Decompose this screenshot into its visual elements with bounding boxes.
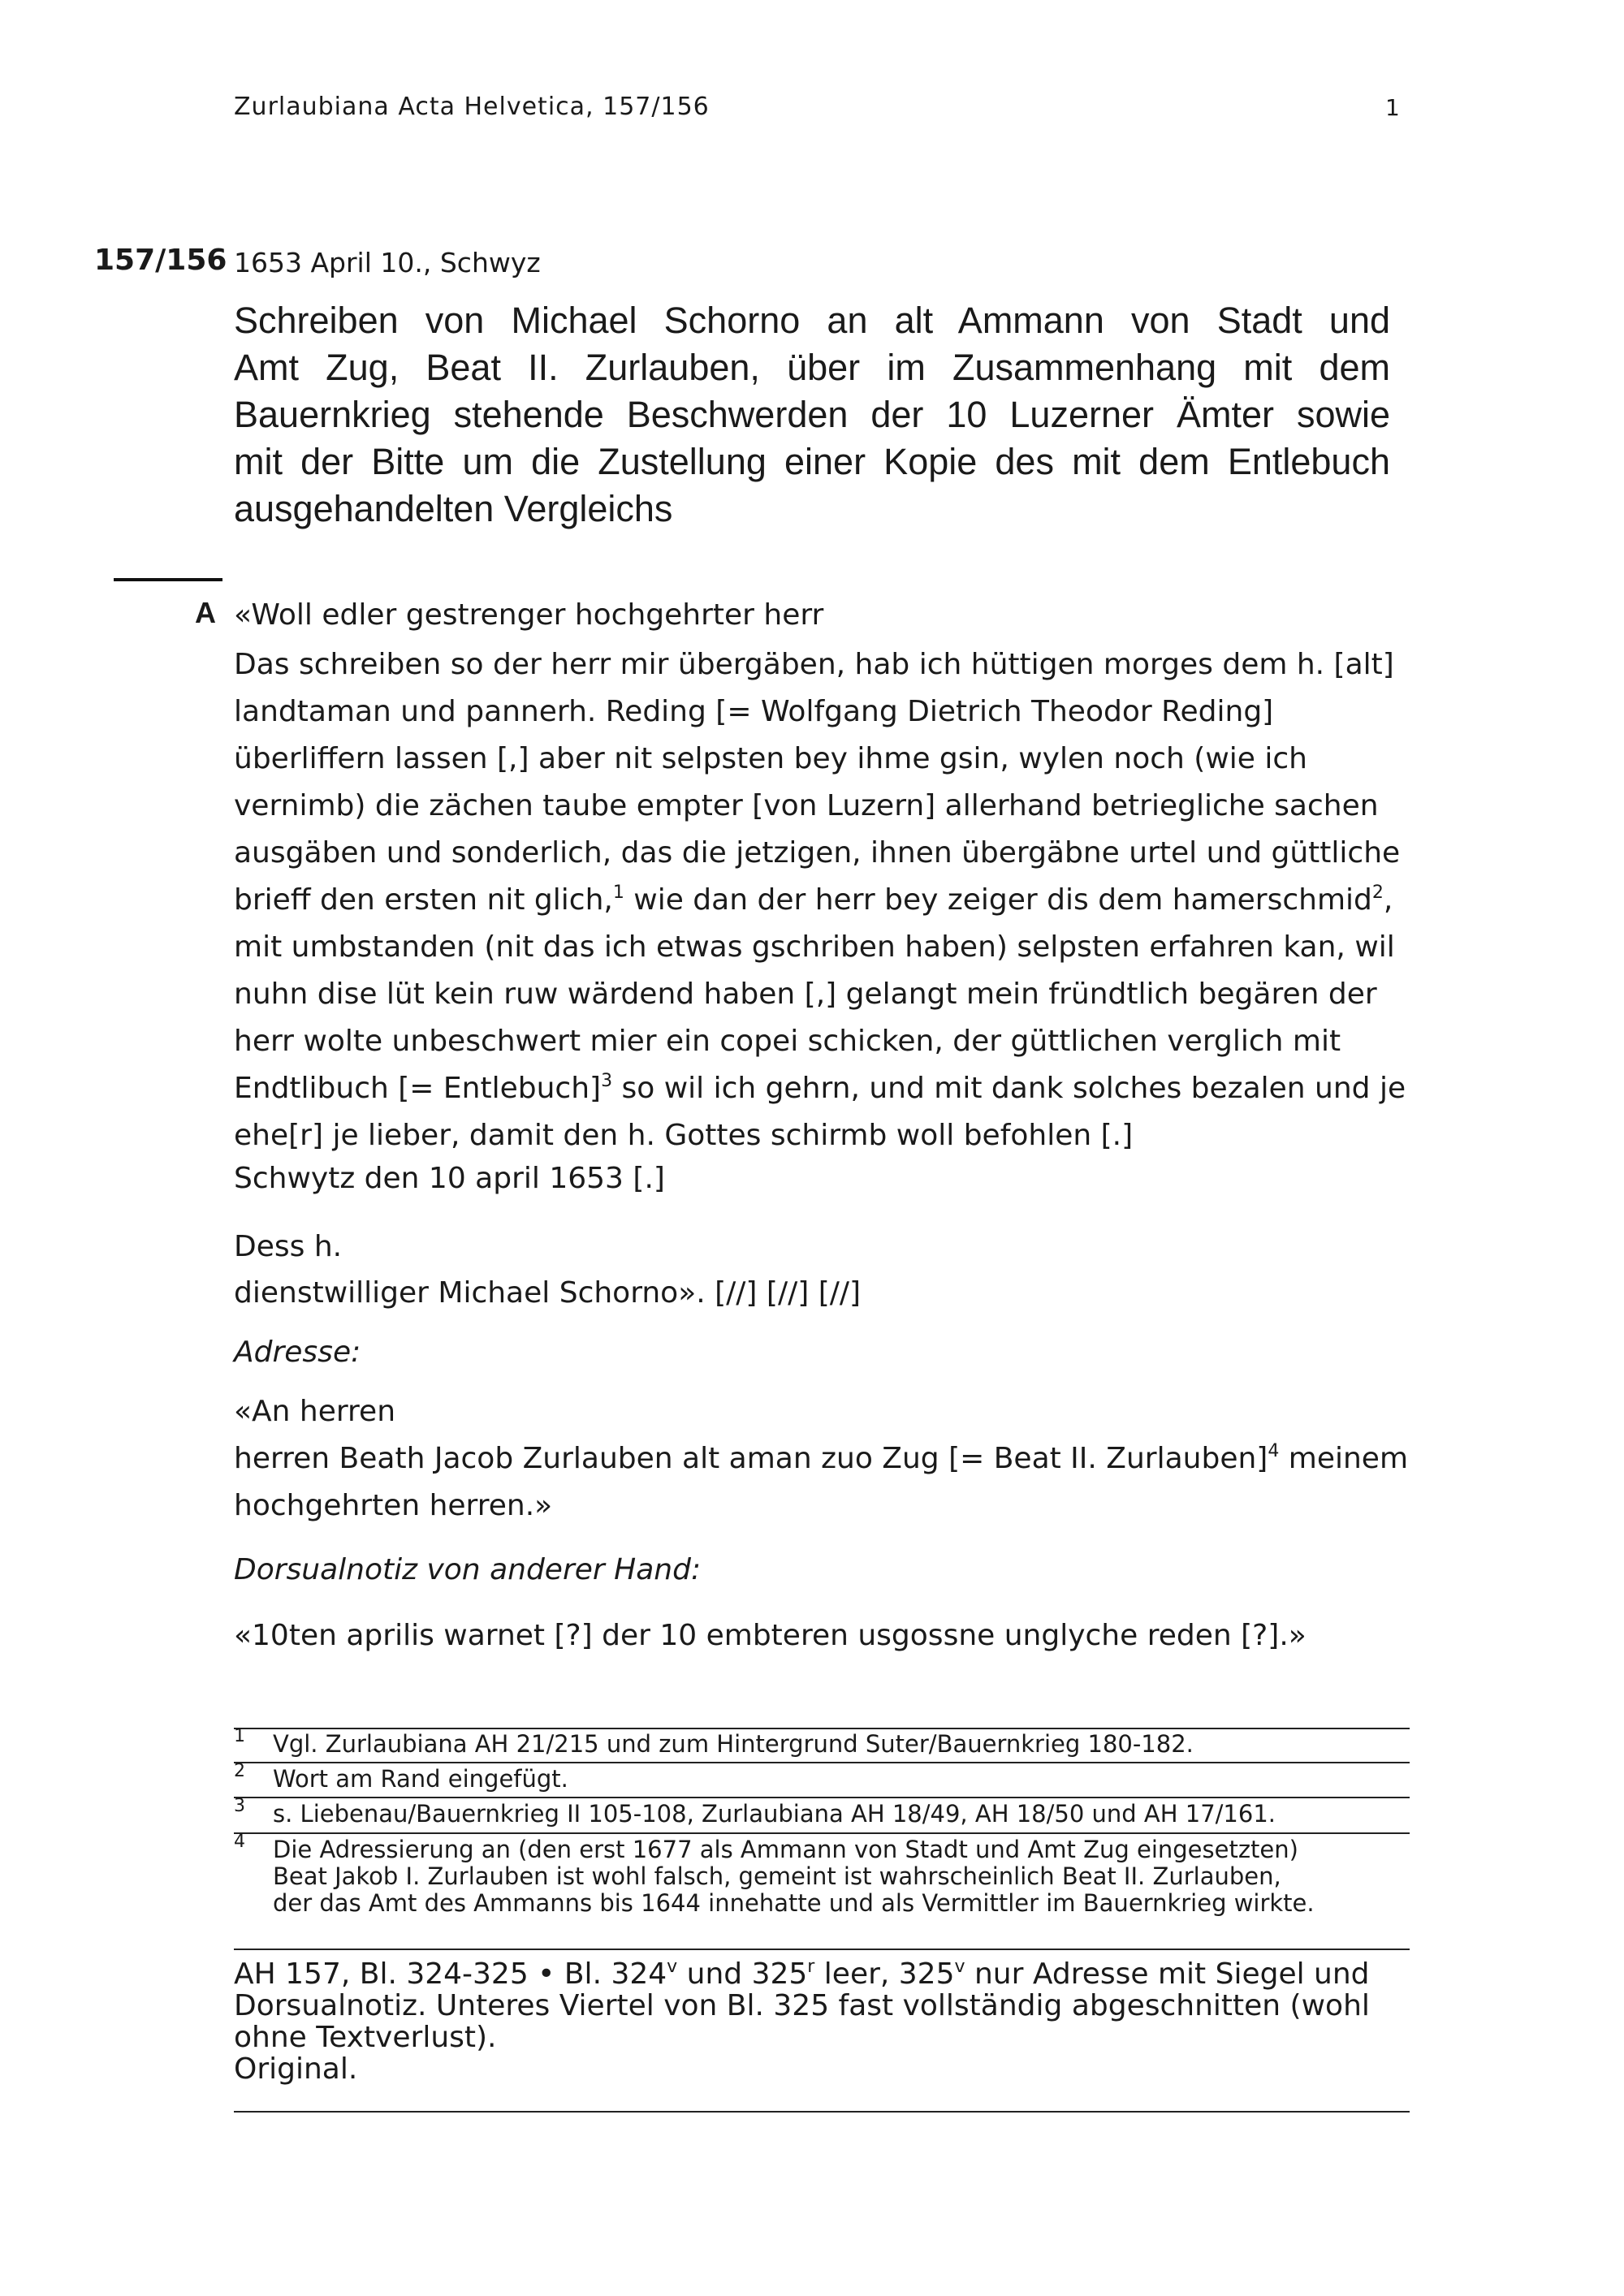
footnote-ref: 4 bbox=[1268, 1441, 1280, 1461]
summary-line: Bauernkrieg stehende Beschwerden der 10 Luzerner Ämter sowie bbox=[234, 394, 1390, 435]
document-date-place: 1653 April 10., Schwyz bbox=[234, 247, 541, 278]
summary-line: Schreiben von Michael Schorno an alt Ammann von Stadt und bbox=[234, 300, 1390, 341]
text-line bbox=[234, 1065, 1406, 1112]
text-segment: Endtlibuch [= Entlebuch] bbox=[234, 1072, 602, 1105]
dorsal-label-text: Dorsualnotiz von anderer Hand: bbox=[234, 1553, 702, 1586]
text-segment: leer, 325 bbox=[814, 1957, 955, 1991]
footnote-line: der das Amt des Ammanns bis 1644 innehatte und als Vermittler im Bauernkrieg wirkte. bbox=[273, 1889, 1315, 1917]
footnote-rule bbox=[234, 1797, 1410, 1798]
text-line: Schwytz den 10 april 1653 [.] bbox=[234, 1162, 665, 1195]
footnote-line: Beat Jakob I. Zurlauben ist wohl falsch, gemeint ist wahrscheinlich Beat II. Zurlauben, bbox=[273, 1862, 1281, 1890]
address-line bbox=[234, 1435, 1409, 1482]
folio-side: v bbox=[954, 1957, 965, 1977]
source-line: ohne Textverlust). bbox=[234, 2021, 497, 2054]
source-note bbox=[234, 1958, 1403, 2085]
page-number: 1 bbox=[1385, 94, 1400, 121]
footnote-rule bbox=[234, 1832, 1410, 1834]
text-line: vernimb) die zächen taube empter [von Luzern] allerhand betriegliche sachen bbox=[234, 789, 1379, 822]
text-line bbox=[234, 877, 1403, 924]
closing-line: dienstwilliger Michael Schorno». [//] [//] [//] bbox=[234, 1276, 862, 1310]
summary-line: mit der Bitte um die Zustellung einer Kopie des mit dem Entlebuch bbox=[234, 441, 1390, 482]
footnote-rule bbox=[234, 1762, 1410, 1763]
dorsal-label bbox=[234, 1547, 1403, 1594]
footnote-ref: 2 bbox=[1371, 883, 1384, 903]
footnote-text: s. Liebenau/Bauernkrieg II 105-108, Zurlaubiana AH 18/49, AH 18/50 und AH 17/161. bbox=[273, 1800, 1276, 1828]
address-label-text: Adresse: bbox=[234, 1336, 361, 1369]
text-segment: und 325 bbox=[677, 1957, 808, 1991]
salutation bbox=[234, 592, 1403, 639]
source-rule bbox=[234, 1949, 1410, 1950]
folio-side: r bbox=[807, 1957, 815, 1977]
text-segment: , bbox=[1383, 883, 1393, 917]
text-line: ausgäben und sonderlich, das die jetzigen, ihnen übergäbne urtel und güttliche bbox=[234, 836, 1401, 870]
bottom-rule bbox=[234, 2111, 1410, 2113]
text-segment: wie dan der herr bey zeiger dis dem hamerschmid bbox=[624, 883, 1372, 917]
text-line: mit umbstanden (nit das ich etwas gschriben haben) selpsten erfahren kan, wil bbox=[234, 930, 1395, 964]
footnote-number: 2 bbox=[234, 1761, 245, 1781]
footnote-number: 1 bbox=[234, 1726, 245, 1746]
text-segment: nur Adresse mit Siegel und bbox=[965, 1957, 1370, 1991]
summary-line: Amt Zug, Beat II. Zurlauben, über im Zusammenhang mit dem bbox=[234, 347, 1390, 388]
footnote-number: 3 bbox=[234, 1796, 245, 1816]
text-segment: AH 157, Bl. 324-325 • Bl. 324 bbox=[234, 1957, 667, 1991]
summary-line: ausgehandelten Vergleichs bbox=[234, 488, 673, 529]
address-line: «An herren bbox=[234, 1395, 396, 1428]
salutation-text: «Woll edler gestrenger hochgehrter herr bbox=[234, 598, 824, 632]
text-segment: herren Beath Jacob Zurlauben alt aman zuo Zug [= Beat II. Zurlauben] bbox=[234, 1442, 1268, 1475]
text-segment: brieff den ersten nit glich, bbox=[234, 883, 613, 917]
footnote-rule bbox=[234, 1728, 1410, 1729]
footnote-text: Vgl. Zurlaubiana AH 21/215 und zum Hintergrund Suter/Bauernkrieg 180-182. bbox=[273, 1730, 1194, 1758]
closing bbox=[234, 1224, 1403, 1316]
footnote-ref: 3 bbox=[601, 1071, 613, 1091]
source-line bbox=[234, 1958, 1403, 1990]
text-segment: so wil ich gehrn, und mit dank solches bezalen und je bbox=[612, 1072, 1406, 1105]
text-line: landtaman und pannerh. Reding [= Wolfgang Dietrich Theodor Reding] bbox=[234, 695, 1274, 728]
document-summary bbox=[234, 297, 1390, 533]
dorsal-text: «10ten aprilis warnet [?] der 10 embteren usgossne unglyche reden [?].» bbox=[234, 1619, 1307, 1652]
text-line: überliffern lassen [,] aber nit selpsten bey ihme gsin, wylen noch (wie ich bbox=[234, 742, 1307, 775]
dorsal-note bbox=[234, 1612, 1403, 1659]
text-line: nuhn dise lüt kein ruw wärdend haben [,] gelangt mein fründtlich begären der bbox=[234, 978, 1377, 1011]
footnote-ref: 1 bbox=[612, 883, 624, 903]
footnote-number: 4 bbox=[234, 1832, 245, 1852]
footnote-line: Die Adressierung an (den erst 1677 als Ammann von Stadt und Amt Zug eingesetzten) bbox=[273, 1836, 1298, 1863]
footnote-text: Wort am Rand eingefügt. bbox=[273, 1765, 568, 1793]
version-mark: A bbox=[195, 596, 216, 629]
folio-side: v bbox=[667, 1957, 678, 1977]
source-line: Dorsualnotiz. Unteres Viertel von Bl. 325 fast vollständig abgeschnitten (wohl bbox=[234, 1989, 1370, 2022]
address-label bbox=[234, 1329, 1403, 1376]
address bbox=[234, 1388, 1409, 1530]
text-segment: meinem bbox=[1279, 1442, 1409, 1475]
source-line: Original. bbox=[234, 2052, 358, 2086]
address-line: hochgehrten herren.» bbox=[234, 1489, 553, 1522]
closing-line: Dess h. bbox=[234, 1230, 343, 1263]
document-number: 157/156 bbox=[94, 244, 227, 277]
running-header-title: Zurlaubiana Acta Helvetica, 157/156 bbox=[234, 93, 710, 121]
text-line: Das schreiben so der herr mir übergäben, hab ich hüttigen morges dem h. [alt] bbox=[234, 648, 1394, 681]
text-line: ehe[r] je lieber, damit den h. Gottes schirmb woll befohlen [.] bbox=[234, 1119, 1134, 1152]
letter-text bbox=[234, 641, 1406, 1198]
text-line: herr wolte unbeschwert mier ein copei schicken, der güttlichen verglich mit bbox=[234, 1025, 1341, 1058]
footnote-text bbox=[273, 1836, 1402, 1917]
section-divider bbox=[114, 578, 222, 581]
